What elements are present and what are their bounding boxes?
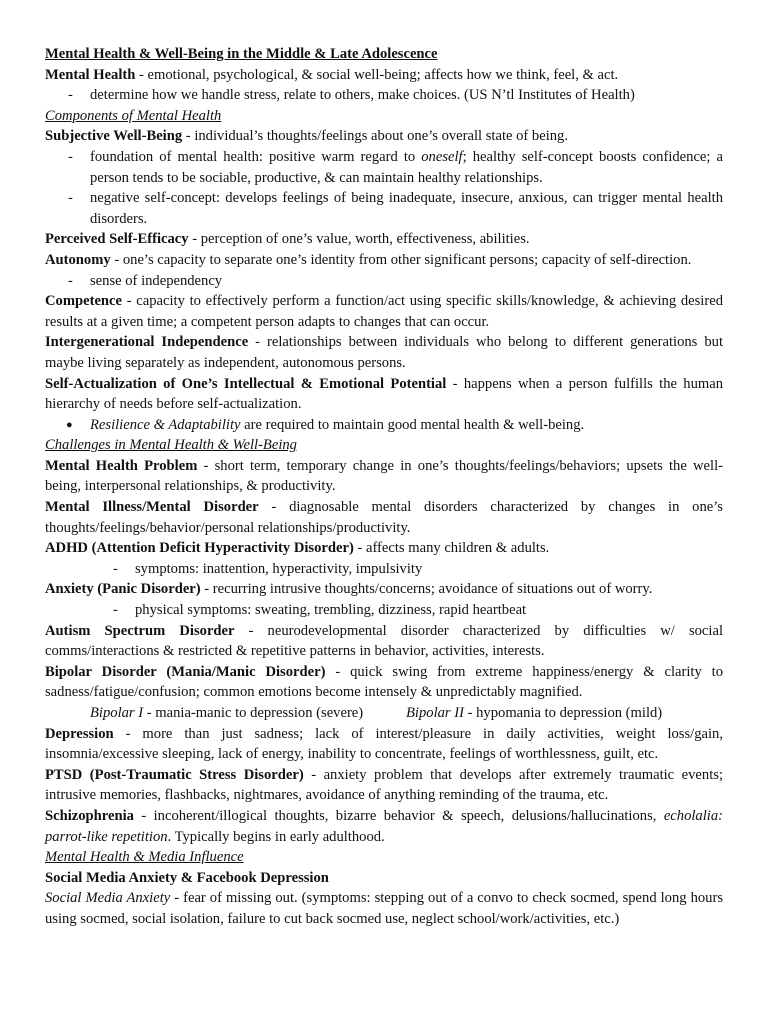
bullet-emphasis: Resilience & Adaptability	[90, 416, 241, 433]
entry-competence	[45, 291, 723, 332]
term: Depression	[45, 725, 114, 742]
term: Perceived Self-Efficacy	[45, 231, 189, 248]
entry-autism	[45, 621, 723, 662]
definition: - relationships between individuals who belong to different generations but maybe living separately as independent, autonomous persons.	[45, 334, 723, 371]
term: Social Media Anxiety	[45, 890, 171, 907]
definition: - incoherent/illogical thoughts, bizarre behavior & speech, delusions/hallucinations,	[133, 807, 664, 824]
bipolar-type-2-desc: - hypomania to depression (mild)	[463, 705, 663, 721]
entry-mental-health	[45, 65, 723, 86]
definition-emphasis: echolalia: parrot-like repetition	[45, 807, 723, 845]
sub-point: - sense of independency	[45, 271, 723, 292]
sub-point: - symptoms: inattention, hyperactivity, impulsivity	[45, 559, 723, 580]
entry-self-actualization	[45, 374, 723, 415]
document-page	[45, 44, 723, 930]
definition: - perception of one’s value, worth, effectiveness, abilities.	[188, 231, 530, 248]
sub-emphasis: oneself	[421, 148, 463, 165]
bipolar-type-1-desc: - mania-manic to depression (severe)	[143, 705, 364, 721]
entry-adhd	[45, 538, 723, 559]
definition: - recurring intrusive thoughts/concerns; avoidance of situations out of worry.	[200, 581, 653, 598]
definition: - emotional, psychological, & social well-being; affects how we think, feel, & act.	[135, 66, 619, 83]
term: Schizophrenia	[45, 807, 134, 824]
sub-point	[45, 147, 723, 188]
definition: - fear of missing out. (symptoms: stepping out of a convo to check socmed, spend long hours using socmed, social isolation, failure to cut back socmed use, neglect school/work/activities, etc.)	[45, 890, 723, 927]
term: Mental Illness/Mental Disorder	[45, 499, 259, 516]
term: Autism Spectrum Disorder	[45, 622, 235, 639]
definition: - short term, temporary change in one’s thoughts/feelings/behaviors; upsets the well-being, interpersonal relationships, & productivity.	[45, 457, 723, 495]
entry-self-efficacy	[45, 229, 723, 250]
bullet-point	[45, 415, 723, 436]
term: Mental Health	[45, 66, 136, 83]
bullet-text: are required to maintain good mental health & well-being.	[240, 416, 585, 433]
entry-schizophrenia	[45, 806, 723, 847]
definition: - more than just sadness; lack of interest/pleasure in daily activities, weight loss/gain, insomnia/excessive sleeping, lack of energy, inability to concentrate, feelings of worthlessness, guilt, etc.	[45, 725, 723, 763]
subheading-social-media: Social Media Anxiety & Facebook Depression	[45, 869, 329, 886]
definition: - one’s capacity to separate one’s identity from other significant persons; capacity of self-direction.	[110, 251, 692, 268]
bipolar-type-1-name: Bipolar I	[90, 705, 144, 721]
definition: - affects many children & adults.	[353, 540, 550, 557]
entry-mental-health-problem	[45, 456, 723, 497]
sub-point: - physical symptoms: sweating, trembling, dizziness, rapid heartbeat	[45, 600, 723, 621]
sub-point: - negative self-concept: develops feelings of being inadequate, insecure, anxious, can trigger mental health disorders.	[45, 188, 723, 229]
term: ADHD (Attention Deficit Hyperactivity Disorder)	[45, 540, 354, 557]
entry-intergenerational	[45, 332, 723, 373]
sub-text: ; healthy self-concept boosts confidence; a person tends to be sociable, productive, & can maintain healthy relationships.	[90, 148, 723, 186]
bipolar-type-2-name: Bipolar II	[406, 705, 464, 721]
definition: - quick swing from extreme happiness/energy & clarity to sadness/fatigue/confusion; common emotions become intensely & unpredictably magnified.	[45, 663, 723, 701]
term: Intergenerational Independence	[45, 334, 249, 351]
entry-ptsd	[45, 765, 723, 806]
definition: - neurodevelopmental disorder characterized by difficulties w/ social comms/interactions & restricted & repetitive patterns in behavior, activities, interests.	[45, 622, 723, 660]
bipolar-type-2	[406, 703, 662, 724]
term: Bipolar Disorder (Mania/Manic Disorder)	[45, 663, 326, 680]
section-heading-challenges: Challenges in Mental Health & Well-Being	[45, 437, 297, 454]
term: Anxiety (Panic Disorder)	[45, 581, 201, 598]
term: Subjective Well-Being	[45, 128, 183, 145]
sub-text: foundation of mental health: positive warm regard to	[90, 148, 422, 165]
term: Mental Health Problem	[45, 457, 198, 474]
section-heading-components: Components of Mental Health	[45, 107, 222, 124]
definition: - anxiety problem that develops after extremely traumatic events; intrusive memories, flashbacks, nightmares, avoidance of anything reminding of the trauma, etc.	[45, 766, 723, 804]
document-title: Mental Health & Well-Being in the Middle & Late Adolescence	[45, 46, 438, 62]
entry-autonomy	[45, 250, 723, 271]
entry-anxiety	[45, 579, 723, 600]
definition-end: . Typically begins in early adulthood.	[167, 828, 385, 845]
section-heading-media: Mental Health & Media Influence	[45, 849, 244, 866]
term: Self-Actualization of One’s Intellectual & Emotional Potential	[45, 375, 447, 392]
entry-mental-illness	[45, 497, 723, 538]
term: PTSD (Post-Traumatic Stress Disorder)	[45, 766, 304, 783]
definition: - individual’s thoughts/feelings about one’s overall state of being.	[182, 128, 569, 145]
definition: - happens when a person fulfills the human hierarchy of needs before self-actualization.	[45, 375, 724, 413]
term: Competence	[45, 293, 122, 310]
entry-social-media-anxiety	[45, 888, 723, 929]
entry-subjective-well-being	[45, 126, 723, 147]
entry-bipolar	[45, 662, 723, 703]
term: Autonomy	[45, 251, 111, 268]
definition: - diagnosable mental disorders characterized by changes in one’s thoughts/feelings/behavior/personal relationships/productivity.	[45, 499, 723, 536]
sub-point: - determine how we handle stress, relate to others, make choices. (US N’tl Institutes of Health)	[45, 85, 723, 106]
definition: - capacity to effectively perform a function/act using specific skills/knowledge, & achieving desired results at a given time; a competent person adapts to changes that can occur.	[45, 293, 723, 330]
bipolar-types	[45, 703, 723, 724]
entry-depression	[45, 724, 723, 765]
